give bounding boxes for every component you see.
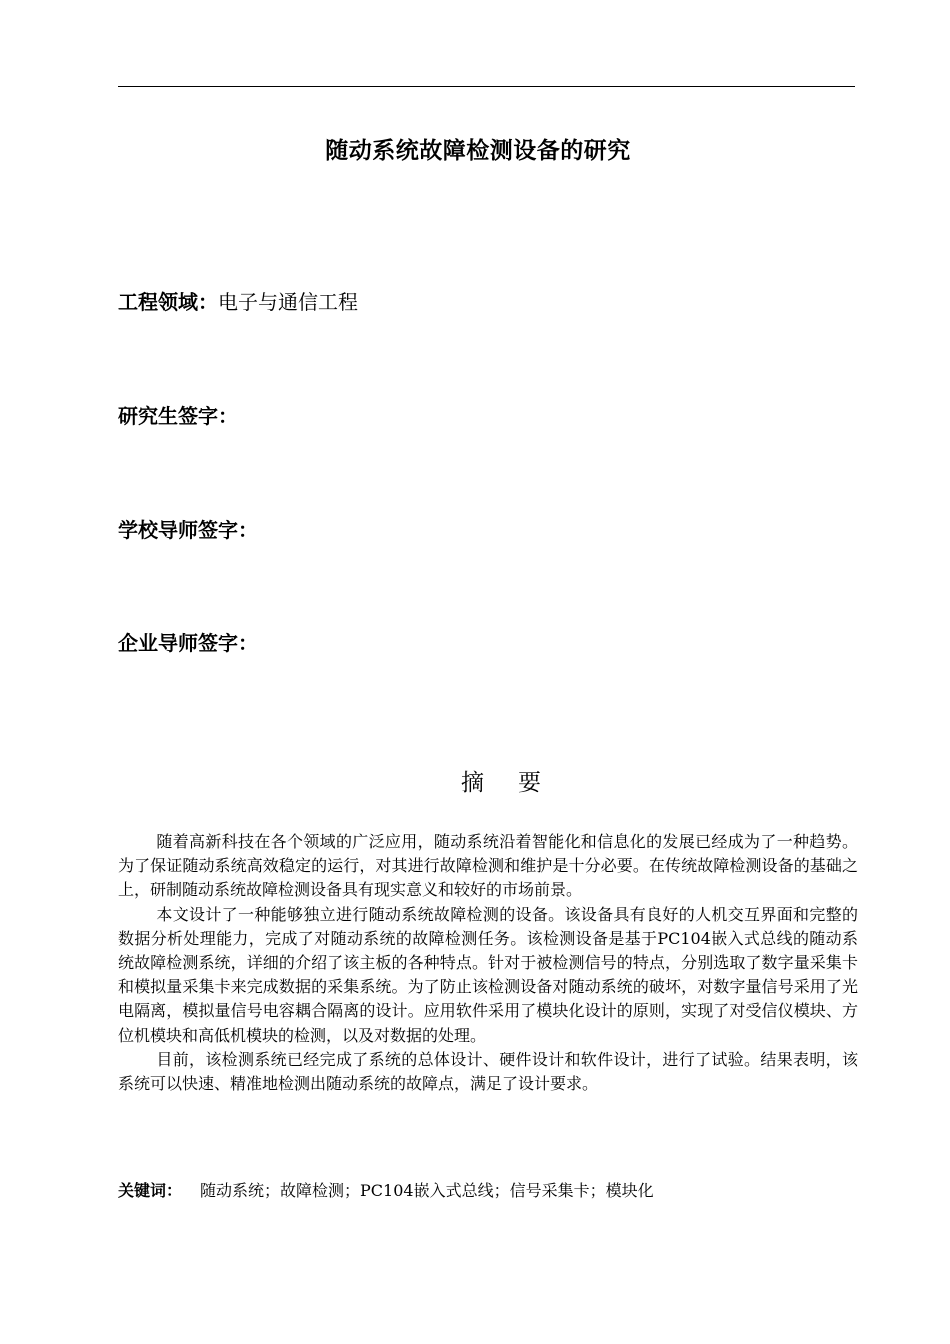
abstract-paragraph-2: 本文设计了一种能够独立进行随动系统故障检测的设备。该设备具有良好的人机交互界面和完整的数据分析处理能力，完成了对随动系统的故障检测任务。该检测设备是基于PC104嵌入式总线的随动系统故障检测系统，详细的介绍了该主板的各种特点。针对于被检测信号的特点，分别选取了数字量采集卡和模拟量采集卡来完成数据的采集系统。为了防止该检测设备对随动系统的破坏，对数字量信号采用了光电隔离，模拟量信号电容耦合隔离的设计。应用软件采用了模块化设计的原则，实现了对受信仪模块、方位机模块和高低机模块的检测，以及对数据的处理。 — [118, 904, 858, 1045]
abstract-heading: 摘要 — [461, 770, 575, 796]
header-rule — [118, 86, 855, 87]
school-advisor-signature-label: 学校导师签字： — [118, 518, 258, 542]
engineering-domain-label: 工程领域： — [118, 290, 218, 314]
abstract-body — [118, 830, 858, 1096]
keywords-label: 关键词： — [118, 1181, 183, 1200]
student-signature-label: 研究生签字： — [118, 404, 238, 428]
school-advisor-signature-row — [118, 516, 258, 544]
company-advisor-signature-row — [118, 629, 258, 657]
engineering-domain-value: 电子与通信工程 — [218, 290, 358, 314]
abstract-paragraph-3: 目前，该检测系统已经完成了系统的总体设计、硬件设计和软件设计，进行了试验。结果表明，该系统可以快速、精准地检测出随动系统的故障点，满足了设计要求。 — [118, 1049, 858, 1094]
student-signature-row — [118, 402, 238, 430]
engineering-domain-row — [118, 288, 358, 316]
document-title: 随动系统故障检测设备的研究 — [325, 138, 631, 164]
keywords-value: 随动系统；故障检测；PC104嵌入式总线；信号采集卡；模块化 — [200, 1181, 654, 1200]
abstract-paragraph-1: 随着高新科技在各个领域的广泛应用，随动系统沿着智能化和信息化的发展已经成为了一种趋势。为了保证随动系统高效稳定的运行，对其进行故障检测和维护是十分必要。在传统故障检测设备的基础之上，研制随动系统故障检测设备具有现实意义和较好的市场前景。 — [118, 832, 858, 900]
company-advisor-signature-label: 企业导师签字： — [118, 631, 258, 655]
keywords-row — [118, 1178, 654, 1204]
